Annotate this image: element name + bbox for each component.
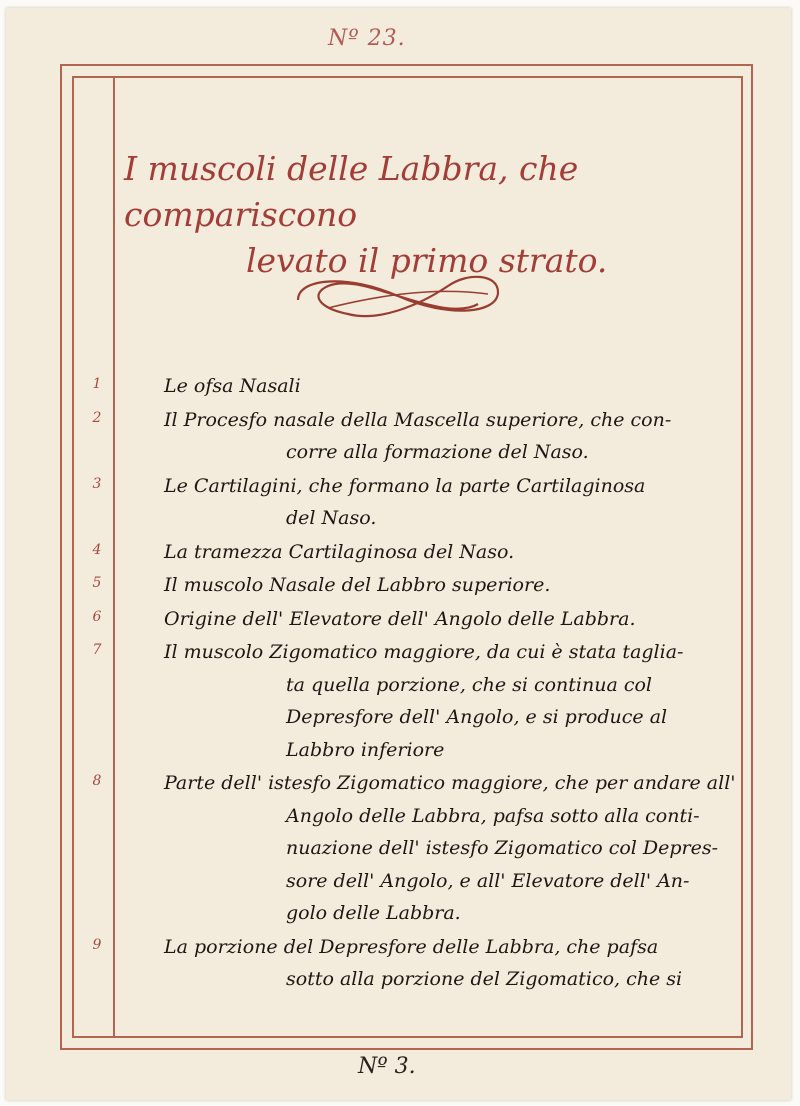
entry-line: del Naso. [286, 507, 377, 529]
entry-line: La tramezza Cartilaginosa del Naso. [164, 540, 515, 563]
entry-text [80, 404, 730, 469]
legend-entry [80, 931, 730, 996]
entry-number: 9 [92, 936, 102, 953]
entry-text [80, 603, 730, 636]
entry-number: 3 [92, 475, 102, 492]
entry-line: sore dell' Angolo, e all' Elevatore dell' An- [286, 869, 690, 892]
entry-line: Origine dell' Elevatore dell' Angolo delle Labbra. [164, 607, 636, 630]
entry-line: Parte dell' istesfo Zigomatico maggiore, che per andare all' [164, 772, 736, 794]
entry-line: corre alla formazione del Naso. [286, 441, 589, 463]
legend-entry [80, 603, 730, 636]
entry-line: Labbro inferiore [286, 738, 445, 761]
entry-text [80, 569, 730, 602]
legend-entry [80, 370, 730, 403]
entry-line: Il Procesfo nasale della Mascella superiore, che con- [164, 408, 672, 431]
legend-list [80, 370, 736, 997]
page-number: Nº 3. [358, 1054, 416, 1079]
entry-line: Le ofsa Nasali [164, 375, 301, 397]
entry-text [80, 767, 736, 930]
entry-text [80, 931, 730, 996]
entry-text [80, 370, 730, 403]
legend-entry [80, 767, 736, 930]
entry-line: Le Cartilagini, che formano la parte Cartilaginosa [164, 474, 646, 497]
calligraphic-flourish-ornament [288, 264, 508, 328]
entry-text [80, 636, 730, 766]
legend-entry [80, 536, 730, 569]
entry-line: Angolo delle Labbra, pafsa sotto alla conti- [286, 804, 700, 827]
entry-number: 6 [92, 608, 102, 625]
entry-line: sotto alla porzione del Zigomatico, che si [286, 968, 683, 990]
entry-line: Il muscolo Nasale del Labbro superiore. [164, 574, 551, 596]
entry-number: 4 [92, 541, 102, 558]
legend-entry [80, 569, 730, 602]
entry-text [80, 536, 730, 569]
entry-line: ta quella porzione, che si continua col [286, 673, 652, 696]
plate-number: Nº 23. [328, 26, 406, 51]
entry-line: Depresfore dell' Angolo, e si produce al [286, 706, 668, 728]
entry-number: 1 [92, 376, 102, 392]
entry-line: golo delle Labbra. [286, 902, 461, 924]
entry-number: 7 [92, 642, 102, 658]
manuscript-sheet [6, 8, 791, 1100]
entry-line: La porzione del Depresfore delle Labbra, che pafsa [164, 935, 659, 958]
entry-number: 5 [92, 575, 102, 591]
entry-number: 2 [92, 409, 102, 426]
title-line-1: I muscoli delle Labbra, che compariscono [124, 149, 579, 234]
entry-line: nuazione dell' istesfo Zigomatico col Depres- [286, 837, 719, 859]
title-line-2: levato il primo strato. [246, 241, 608, 280]
entry-number: 8 [92, 773, 102, 789]
legend-entry [80, 404, 730, 469]
legend-entry [80, 636, 730, 766]
entry-text [80, 470, 730, 535]
entry-line: Il muscolo Zigomatico maggiore, da cui è stata taglia- [164, 641, 684, 663]
legend-entry [80, 470, 730, 535]
